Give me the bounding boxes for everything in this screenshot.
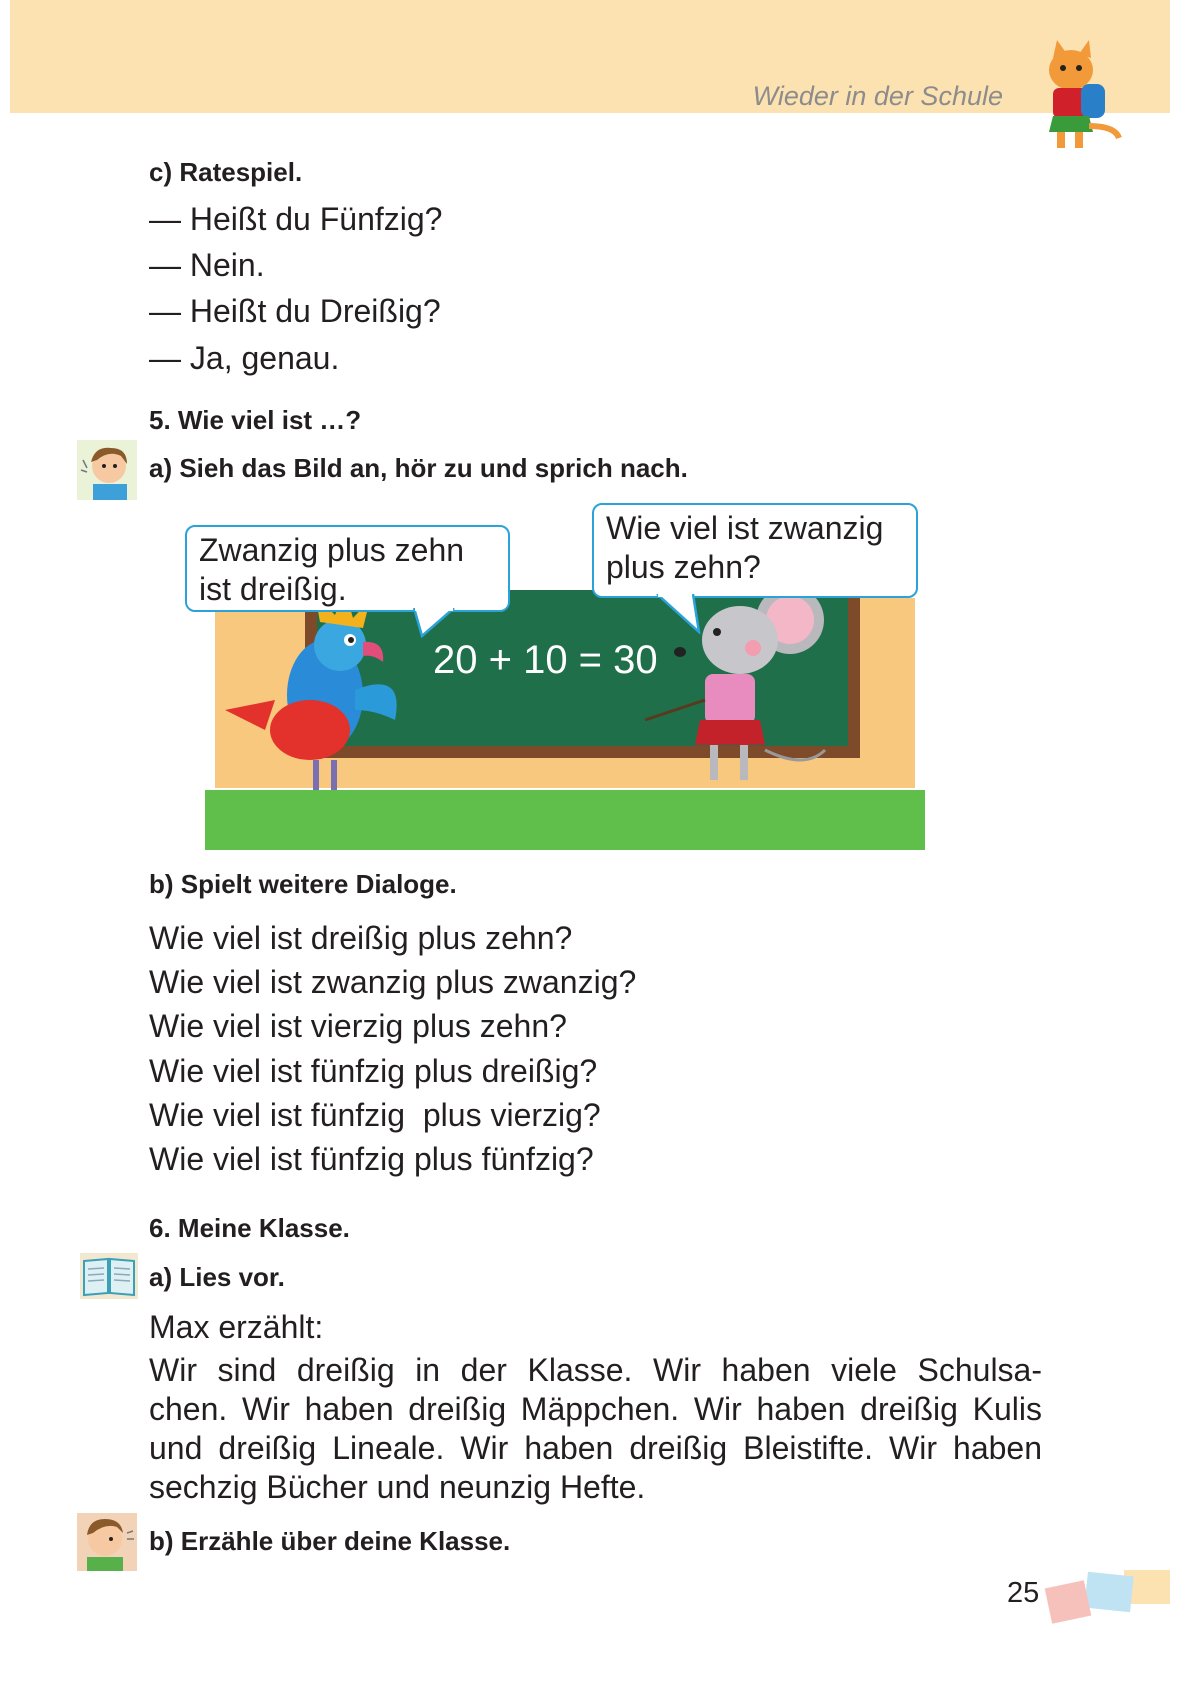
reading-intro: Max erzählt:	[149, 1309, 324, 1345]
question-line: Wie viel ist fünfzig plus dreißig?	[149, 1053, 598, 1089]
exercise-5-heading: 5. Wie viel ist …?	[149, 405, 362, 435]
question-line: Wie viel ist vierzig plus zehn?	[149, 1008, 567, 1044]
cat-mascot-icon	[1023, 40, 1123, 155]
question-line: Wie viel ist fünfzig plus fünfzig?	[149, 1141, 594, 1177]
reading-text-line: Wir sind dreißig in der Klasse. Wir haben viele Schulsa-	[149, 1352, 1042, 1388]
classroom-illustration	[205, 590, 945, 857]
blackboard-equation: 20 + 10 = 30	[433, 638, 658, 682]
listening-boy-icon	[77, 440, 137, 500]
dialogue-line: — Heißt du Fünfzig?	[149, 201, 443, 237]
speech-bubble-mouse	[592, 503, 918, 598]
task-5b: b) Spielt weitere Dialoge.	[149, 869, 457, 899]
reading-text-line: sechzig Bücher und neunzig Hefte.	[149, 1469, 646, 1505]
task-5a: a) Sieh das Bild an, hör zu und sprich nach.	[149, 453, 688, 483]
bubble-line: Wie viel ist zwanzig	[606, 510, 884, 546]
book-icon	[80, 1253, 138, 1299]
question-line: Wie viel ist fünfzig plus vierzig?	[149, 1097, 601, 1133]
dialogue-line: — Nein.	[149, 247, 265, 283]
reading-text	[149, 1351, 1042, 1507]
bubble-tail	[412, 608, 456, 638]
bubble-line: ist dreißig.	[199, 571, 347, 607]
page-number: 25	[1007, 1577, 1040, 1609]
bubble-line: plus zehn?	[606, 549, 761, 585]
reading-text-line: und dreißig Lineale. Wir haben dreißig Bleistifte. Wir haben	[149, 1430, 1042, 1466]
reading-text-line: chen. Wir haben dreißig Mäppchen. Wir haben dreißig Kulis	[149, 1391, 1042, 1427]
ratespiel-heading: c) Ratespiel.	[149, 157, 303, 187]
decorative-squares-icon	[1040, 1568, 1175, 1626]
task-6a: a) Lies vor.	[149, 1262, 285, 1292]
question-line: Wie viel ist dreißig plus zehn?	[149, 920, 573, 956]
dialogue-line: — Heißt du Dreißig?	[149, 293, 441, 329]
question-line: Wie viel ist zwanzig plus zwanzig?	[149, 964, 637, 1000]
dialogue-line: — Ja, genau.	[149, 340, 340, 376]
bubble-tail	[655, 594, 705, 634]
speech-bubble-parrot	[185, 525, 510, 612]
speaking-boy-icon	[77, 1513, 137, 1571]
chapter-title: Wieder in der Schule	[752, 81, 1003, 111]
exercise-6-heading: 6. Meine Klasse.	[149, 1213, 350, 1243]
bubble-line: Zwanzig plus zehn	[199, 532, 465, 568]
task-6b: b) Erzähle über deine Klasse.	[149, 1526, 511, 1556]
